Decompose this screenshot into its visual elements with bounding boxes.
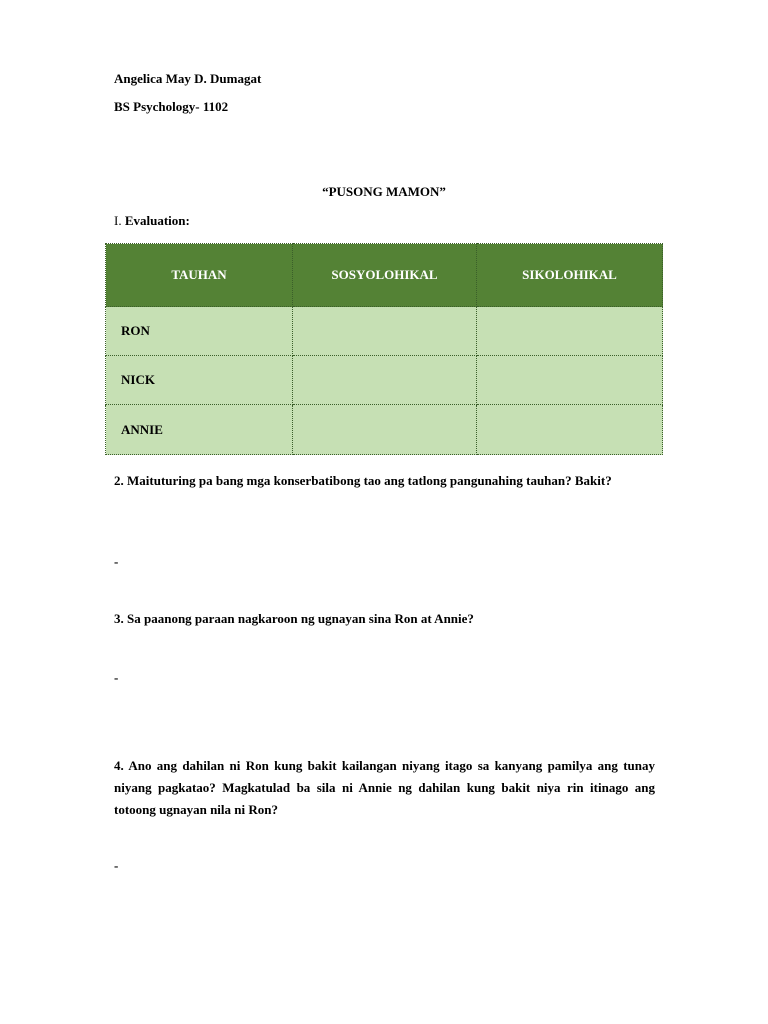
table-cell (477, 307, 663, 356)
column-header-sikolohikal: SIKOLOHIKAL (477, 244, 663, 307)
section-heading (114, 210, 655, 232)
table-cell (477, 356, 663, 405)
answer-2: - (114, 554, 119, 569)
table-cell (293, 356, 477, 405)
column-header-sosyolohikal: SOSYOLOHIKAL (293, 244, 477, 307)
column-header-tauhan: TAUHAN (106, 244, 293, 307)
evaluation-table (105, 243, 663, 455)
table-row (106, 356, 663, 405)
document-title: “PUSONG MAMON” (322, 184, 446, 199)
table-cell (293, 307, 477, 356)
table-header-row (106, 244, 663, 307)
author-course: BS Psychology- 1102 (114, 99, 229, 114)
question-3: 3. Sa paanong paraan nagkaroon ng ugnayan sina Ron at Annie? (114, 611, 474, 626)
answer-3: - (114, 670, 119, 685)
table-row (106, 405, 663, 455)
table-cell: RON (106, 307, 293, 356)
table-cell (477, 405, 663, 455)
question-2: 2. Maituturing pa bang mga konserbatibong tao ang tatlong pangunahing tauhan? Bakit? (114, 473, 612, 488)
table-cell: ANNIE (106, 405, 293, 455)
section-number: I. (114, 213, 122, 228)
answer-4: - (114, 858, 119, 873)
table-cell: NICK (106, 356, 293, 405)
section-label: Evaluation: (124, 213, 190, 228)
table-cell (293, 405, 477, 455)
question-4: 4. Ano ang dahilan ni Ron kung bakit kailangan niyang itago sa kanyang pamilya ang tunay niyang pagkatao? Magkatulad ba sila ni Annie ng dahilan kung bakit niya rin itinago ang totoong ugnayan nila ni Ron? (114, 758, 655, 817)
author-name: Angelica May D. Dumagat (114, 71, 262, 86)
table-row (106, 307, 663, 356)
